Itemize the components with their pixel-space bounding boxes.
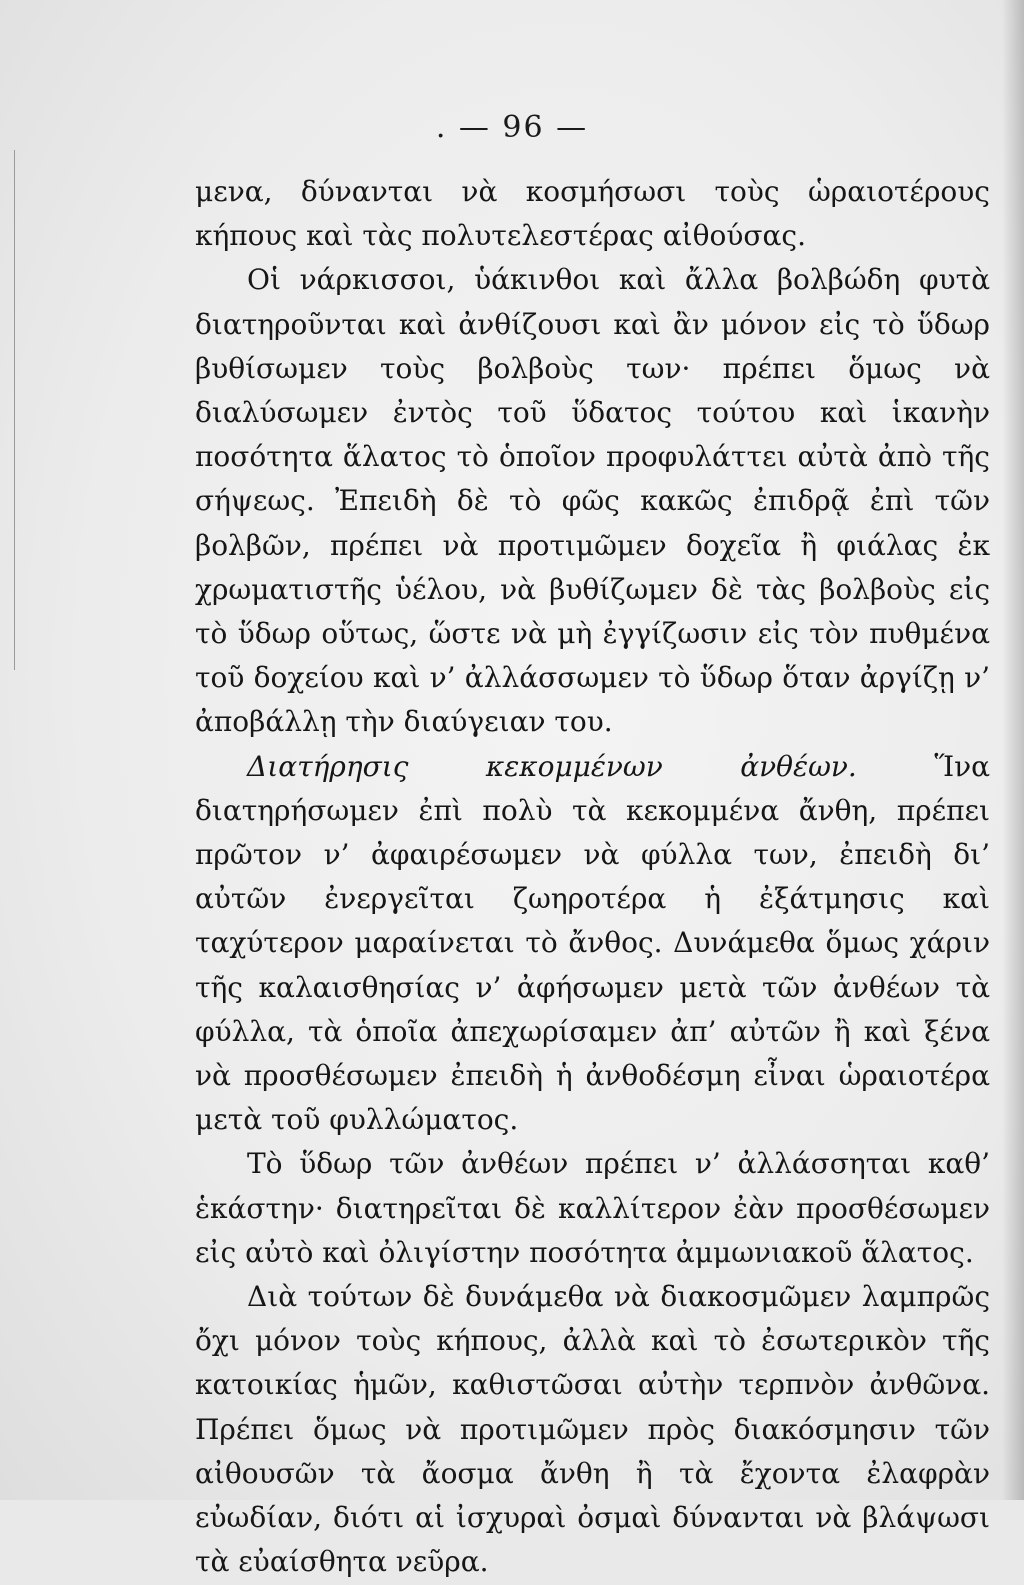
paragraph-continuation — [195, 170, 990, 258]
page-number: . — 96 — — [435, 110, 589, 145]
paragraph-text: μενα, δύνανται νὰ κοσμήσωσι τοὺς ὡραιοτέρους κήπους καὶ τὰς πολυτελεστέρας αἰθούσας. — [195, 175, 990, 253]
paragraph-text: Ἵνα διατηρήσωμεν ἐπὶ πολὺ τὰ κεκομμένα ἄνθη, πρέπει πρῶτον ν’ ἀφαιρέσωμεν νὰ φύλλα των, ἐπειδὴ δι’ αὐτῶν ἐνεργεῖται ζωηροτέρα ἡ ἐξάτμησις καὶ ταχύτερον μαραίνεται τὸ ἄνθος. Δυνάμεθα ὅμως χάριν τῆς καλαισθησίας ν’ ἀφήσωμεν μετὰ τῶν ἀνθέων τὰ φύλλα, τὰ ὁποῖα ἀπεχωρίσαμεν ἀπ’ αὐτῶν ἢ καὶ ξένα νὰ προσθέσωμεν ἐπειδὴ ἡ ἀνθοδέσμη εἶναι ὡραιοτέρα μετὰ τοῦ φυλλώματος. — [195, 749, 990, 1137]
page-edge-line — [14, 150, 15, 670]
paragraph-text: Τὸ ὕδωρ τῶν ἀνθέων πρέπει ν’ ἀλλάσσηται καθ’ ἑκάστην· διατηρεῖται δὲ καλλίτερον ἐὰν προσθέσωμεν εἰς αὐτὸ καὶ ὀλιγίστην ποσότητα ἀμμωνιακοῦ ἅλατος. — [195, 1147, 990, 1269]
paragraph-cut-flowers — [195, 745, 990, 1143]
paragraph-text: Οἱ νάρκισσοι, ὑάκινθοι καὶ ἄλλα βολβώδη φυτὰ διατηροῦνται καὶ ἀνθίζουσι καὶ ἂν μόνον εἰς τὸ ὕδωρ βυθίσωμεν τοὺς βολβοὺς των· πρέπει ὅμως νὰ διαλύσωμεν ἐντὸς τοῦ ὕδατος τούτου καὶ ἱκανὴν ποσότητα ἅλατος τὸ ὁποῖον προφυλάττει αὐτὰ ἀπὸ τῆς σήψεως. Ἐπειδὴ δὲ τὸ φῶς κακῶς ἐπιδρᾷ ἐπὶ τῶν βολβῶν, πρέπει νὰ προτιμῶμεν δοχεῖα ἢ φιάλας ἐκ χρωματιστῆς ὑέλου, νὰ βυθίζωμεν δὲ τὰς βολβοὺς εἰς τὸ ὕδωρ οὕτως, ὥστε νὰ μὴ ἐγγίζωσιν εἰς τὸν πυθμένα τοῦ δοχείου καὶ ν’ ἀλλάσσωμεν τὸ ὕδωρ ὅταν ἀργίζῃ ν’ ἀποβάλλῃ τὴν διαύγειαν του. — [195, 263, 990, 739]
paragraph-bulbs — [195, 258, 990, 744]
body-text — [195, 170, 990, 1585]
section-heading: Διατήρησις κεκομμένων ἀνθέων. — [247, 749, 857, 783]
page-edge-shadow — [1002, 0, 1024, 1500]
paragraph-decoration — [195, 1275, 990, 1584]
paragraph-text: Διὰ τούτων δὲ δυνάμεθα νὰ διακοσμῶμεν λαμπρῶς ὄχι μόνον τοὺς κήπους, ἀλλὰ καὶ τὸ ἐσωτερικὸν τῆς κατοικίας ἡμῶν, καθιστῶσαι αὐτὴν τερπνὸν ἀνθῶνα. Πρέπει ὅμως νὰ προτιμῶμεν πρὸς διακόσμησιν τῶν αἰθουσῶν τὰ ἄοσμα ἄνθη ἢ τὰ ἔχοντα ἐλαφρὰν εὐωδίαν, διότι αἱ ἰσχυραὶ ὀσμαὶ δύνανται νὰ βλάψωσι τὰ εὐαίσθητα νεῦρα. — [195, 1280, 990, 1579]
paragraph-water — [195, 1142, 990, 1275]
